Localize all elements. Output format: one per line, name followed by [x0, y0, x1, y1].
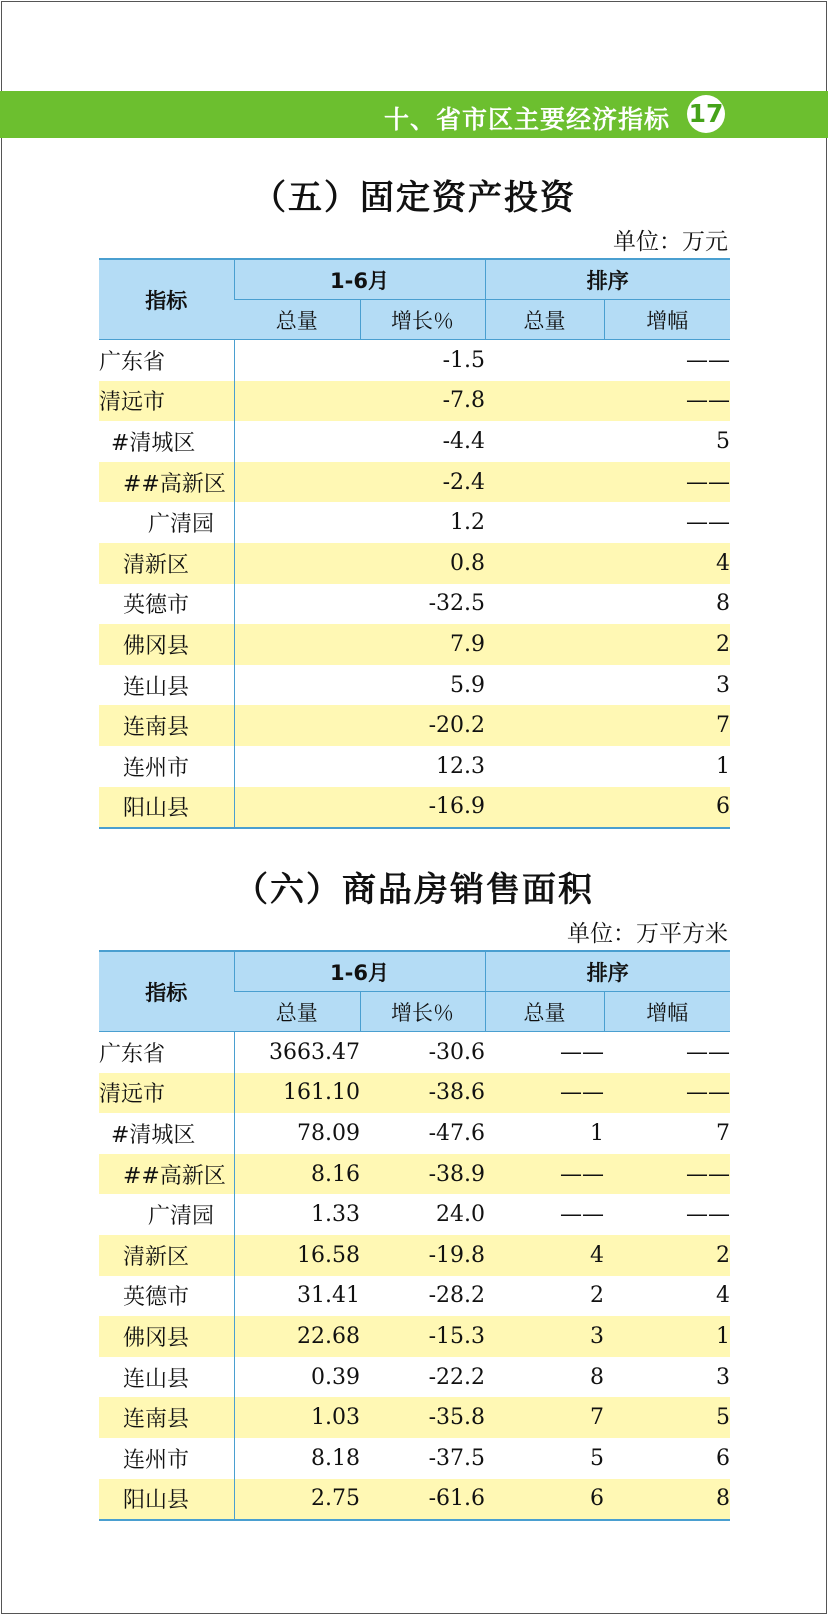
- table-row: [99, 1276, 730, 1317]
- col-total: 总量: [234, 992, 360, 1032]
- cell-rank-growth: 8: [716, 591, 731, 617]
- row-name: ##高新区: [99, 462, 234, 503]
- cell-growth: -30.6: [428, 1039, 486, 1065]
- page-number-badge: 17: [687, 95, 725, 133]
- row-name: 英德市: [99, 584, 234, 625]
- cell-rank-growth: 3: [716, 672, 731, 698]
- cell-rank-total: [485, 381, 604, 422]
- housing-sales-area-table: [99, 950, 730, 1521]
- cell-rank-growth: 6: [716, 1445, 731, 1471]
- cell-rank-total: ——: [560, 1039, 605, 1065]
- cell-total: [234, 381, 360, 422]
- cell-total: [234, 665, 360, 706]
- cell-growth: -15.3: [360, 1316, 485, 1357]
- section5-title: （五）固定资产投资: [252, 178, 576, 218]
- cell-rank-total: 6: [485, 1479, 604, 1521]
- cell-growth: -37.5: [428, 1445, 486, 1471]
- cell-rank-total: [485, 584, 604, 625]
- section6-unit: 单位：万平方米: [567, 921, 728, 947]
- cell-rank-growth: 1: [604, 1316, 730, 1357]
- cell-total: [234, 584, 360, 625]
- table-row: [99, 787, 730, 829]
- cell-rank-growth: 5: [604, 1397, 730, 1438]
- cell-total: 22.68: [234, 1316, 360, 1357]
- cell-rank-growth: ——: [604, 381, 730, 422]
- table-row: [99, 1479, 730, 1521]
- cell-rank-total: 1: [590, 1120, 605, 1146]
- cell-total: 2.75: [234, 1479, 360, 1521]
- col-rank-total: 总量: [485, 300, 604, 340]
- col-rank-total: 总量: [485, 992, 604, 1032]
- cell-growth: -38.6: [360, 1073, 485, 1114]
- cell-rank-total: 5: [590, 1445, 605, 1471]
- cell-total: [234, 340, 360, 381]
- row-name: 连南县: [99, 1397, 234, 1438]
- cell-growth: -22.2: [428, 1364, 486, 1390]
- row-name: 广东省: [99, 340, 234, 381]
- cell-total: 8.16: [234, 1154, 360, 1195]
- cell-rank-growth: 1: [716, 753, 731, 779]
- col-period: 1-6月: [234, 259, 485, 300]
- table-row: [99, 1154, 730, 1195]
- cell-total: 161.10: [234, 1073, 360, 1114]
- cell-growth: -4.4: [442, 428, 486, 454]
- row-name: 佛冈县: [99, 1316, 234, 1357]
- row-name: 广清园: [99, 502, 234, 543]
- row-name: 英德市: [99, 1276, 234, 1317]
- cell-rank-growth: 3: [716, 1364, 731, 1390]
- cell-rank-total: ——: [560, 1202, 605, 1228]
- cell-growth: 24.0: [436, 1202, 486, 1228]
- cell-growth: 7.9: [360, 624, 485, 665]
- table-row: [99, 746, 730, 787]
- table-row: [99, 1113, 730, 1154]
- cell-rank-growth: ——: [604, 462, 730, 503]
- cell-growth: 0.8: [360, 543, 485, 584]
- col-growth: 增长％: [360, 300, 485, 340]
- cell-rank-total: [485, 543, 604, 584]
- table-row: [99, 1316, 730, 1357]
- cell-total: 3663.47: [269, 1039, 360, 1065]
- cell-rank-total: 8: [590, 1364, 605, 1390]
- cell-rank-growth: 4: [604, 543, 730, 584]
- cell-rank-growth: 2: [604, 1235, 730, 1276]
- cell-rank-growth: ——: [604, 1073, 730, 1114]
- cell-growth: -61.6: [360, 1479, 485, 1521]
- cell-growth: -38.9: [360, 1154, 485, 1195]
- cell-growth: -32.5: [428, 591, 486, 617]
- col-rank-growth: 增幅: [604, 992, 730, 1032]
- col-total: 总量: [234, 300, 360, 340]
- row-name: 清新区: [99, 1235, 234, 1276]
- row-name: 阳山县: [99, 1479, 234, 1521]
- cell-total: 31.41: [297, 1283, 360, 1309]
- cell-rank-growth: 6: [604, 787, 730, 829]
- cell-growth: -20.2: [360, 705, 485, 746]
- cell-rank-growth: ——: [686, 510, 731, 536]
- cell-growth: -47.6: [428, 1120, 486, 1146]
- cell-growth: -19.8: [360, 1235, 485, 1276]
- cell-growth: -7.8: [360, 381, 485, 422]
- col-growth: 增长％: [360, 992, 485, 1032]
- table-row: [99, 1235, 730, 1276]
- table-row: [99, 584, 730, 625]
- cell-rank-total: [485, 340, 604, 381]
- cell-rank-total: [485, 705, 604, 746]
- table-row: [99, 1357, 730, 1398]
- table-row: [99, 381, 730, 422]
- section5-unit: 单位：万元: [613, 229, 728, 255]
- row-name: 广东省: [99, 1032, 234, 1073]
- cell-growth: -16.9: [360, 787, 485, 829]
- table-row: [99, 665, 730, 706]
- cell-growth: -28.2: [428, 1283, 486, 1309]
- cell-rank-growth: 5: [716, 428, 731, 454]
- cell-rank-growth: ——: [686, 1202, 731, 1228]
- col-indicator: 指标: [99, 951, 234, 1032]
- cell-rank-total: 2: [590, 1283, 605, 1309]
- section6-title: （六）商品房销售面积: [234, 870, 594, 910]
- cell-rank-total: ——: [485, 1154, 604, 1195]
- cell-rank-growth: ——: [686, 347, 731, 373]
- cell-rank-total: 7: [485, 1397, 604, 1438]
- table-row: [99, 421, 730, 462]
- cell-total: 8.18: [311, 1445, 360, 1471]
- cell-rank-total: [485, 746, 604, 787]
- fixed-asset-investment-table: [99, 258, 730, 829]
- cell-total: [234, 705, 360, 746]
- table-row: [99, 543, 730, 584]
- cell-growth: 1.2: [450, 510, 486, 536]
- table-row: [99, 462, 730, 503]
- cell-total: [234, 624, 360, 665]
- table-row: [99, 1397, 730, 1438]
- cell-growth: 12.3: [436, 753, 486, 779]
- row-name: 连州市: [99, 1438, 234, 1479]
- cell-total: [234, 502, 360, 543]
- cell-rank-growth: 4: [716, 1283, 731, 1309]
- row-name: 广清园: [99, 1194, 234, 1235]
- row-name: 连南县: [99, 705, 234, 746]
- cell-rank-growth: ——: [604, 1154, 730, 1195]
- col-rank: 排序: [485, 259, 730, 300]
- cell-rank-total: 4: [485, 1235, 604, 1276]
- cell-growth: -1.5: [442, 347, 486, 373]
- cell-growth: -2.4: [360, 462, 485, 503]
- table-row: [99, 624, 730, 665]
- cell-rank-growth: 8: [604, 1479, 730, 1521]
- chapter-header-band: [0, 91, 828, 138]
- cell-total: 78.09: [297, 1120, 360, 1146]
- cell-rank-total: ——: [485, 1073, 604, 1114]
- cell-rank-total: [485, 421, 604, 462]
- table-row: [99, 340, 730, 381]
- row-name: 连州市: [99, 746, 234, 787]
- row-name: 清远市: [99, 1073, 234, 1114]
- cell-rank-total: [485, 787, 604, 829]
- row-name: 连山县: [99, 1357, 234, 1398]
- cell-total: 1.33: [311, 1202, 360, 1228]
- cell-total: [234, 746, 360, 787]
- cell-growth: 5.9: [450, 672, 486, 698]
- cell-rank-total: [485, 624, 604, 665]
- col-indicator: 指标: [99, 259, 234, 340]
- cell-total: [234, 462, 360, 503]
- cell-growth: -35.8: [360, 1397, 485, 1438]
- cell-rank-growth: 7: [716, 1120, 731, 1146]
- row-name: 清远市: [99, 381, 234, 422]
- cell-rank-growth: ——: [686, 1039, 731, 1065]
- cell-total: 16.58: [234, 1235, 360, 1276]
- table-row: [99, 1073, 730, 1114]
- row-name: 佛冈县: [99, 624, 234, 665]
- cell-total: [234, 543, 360, 584]
- row-name: #清城区: [99, 1113, 234, 1154]
- cell-rank-total: [485, 665, 604, 706]
- table-row: [99, 1438, 730, 1479]
- cell-rank-growth: 2: [604, 624, 730, 665]
- table-row: [99, 1032, 730, 1073]
- cell-rank-total: [485, 502, 604, 543]
- row-name: #清城区: [99, 421, 234, 462]
- cell-total: [234, 787, 360, 829]
- cell-rank-total: 3: [485, 1316, 604, 1357]
- table-row: [99, 502, 730, 543]
- cell-total: 1.03: [234, 1397, 360, 1438]
- row-name: 清新区: [99, 543, 234, 584]
- cell-total: [234, 421, 360, 462]
- cell-rank-total: [485, 462, 604, 503]
- row-name: 连山县: [99, 665, 234, 706]
- col-period: 1-6月: [234, 951, 485, 992]
- table-row: [99, 1194, 730, 1235]
- col-rank: 排序: [485, 951, 730, 992]
- row-name: 阳山县: [99, 787, 234, 829]
- col-rank-growth: 增幅: [604, 300, 730, 340]
- table-row: [99, 705, 730, 746]
- chapter-title: 十、省市区主要经济指标: [383, 105, 670, 134]
- cell-rank-growth: 7: [604, 705, 730, 746]
- cell-total: 0.39: [311, 1364, 360, 1390]
- row-name: ##高新区: [99, 1154, 234, 1195]
